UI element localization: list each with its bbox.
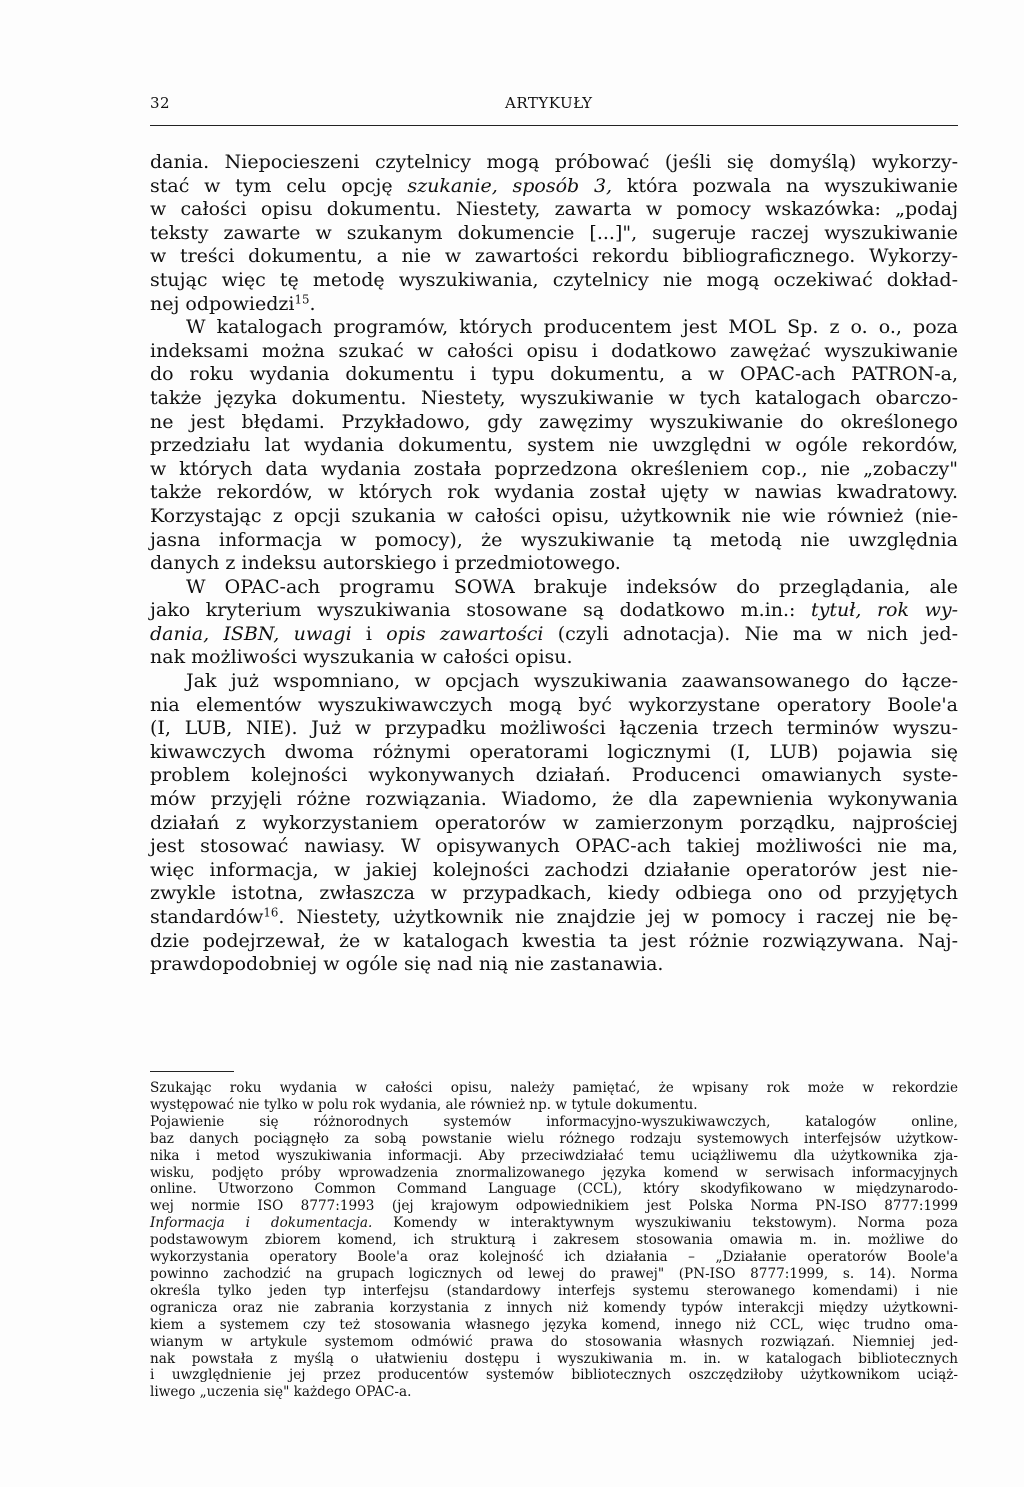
text-segment: do roku wydania dokumentu i typu dokumentu, a w OPAC-ach PATRON-a, <box>150 363 958 386</box>
text-line <box>150 175 958 199</box>
text-line <box>150 646 958 670</box>
text-segment: teksty zawarte w szukanym dokumencie [...]", sugeruje raczej wyszukiwanie <box>150 221 958 244</box>
text-segment: stując więc tę metodę wyszukiwania, czytelnicy nie mogą oczekiwać dokład- <box>150 268 958 291</box>
text-segment: przedziału lat wydania dokumentu, system nie uwzględni w ogóle rekordów, <box>150 434 958 457</box>
text-segment: wej normie ISO 8777:1993 (jej krajowym odpowiednikiem jest Polska Norma PN-ISO 8777:1999 <box>150 1198 958 1215</box>
footnote <box>150 1080 958 1114</box>
header-rule <box>150 125 958 126</box>
text-segment: problem kolejności wykonywanych działań. Producenci omawianych syste- <box>150 764 958 787</box>
body-paragraph <box>150 670 958 977</box>
text-segment: działań z wykorzystaniem operatorów w zamierzonym porządku, najprościej <box>150 811 958 834</box>
text-segment: dzie podejrzewał, że w katalogach kwestia ta jest różnie rozwiązywana. Naj- <box>150 929 958 952</box>
text-segment: (I, LUB, NIE). Już w przypadku możliwości łączenia trzech terminów wyszu- <box>150 717 958 740</box>
text-segment: nak możliwości wyszukania w całości opisu. <box>150 646 573 669</box>
text-line <box>150 529 958 553</box>
body-paragraph <box>150 316 958 576</box>
text-segment: Jak już wspomniano, w opcjach wyszukiwania zaawansowanego do łącze- <box>186 670 958 693</box>
text-line <box>150 481 958 505</box>
body-paragraph <box>150 576 958 670</box>
text-segment: która pozwala na wyszukiwanie <box>612 174 958 197</box>
footnote <box>150 1114 958 1401</box>
text-segment: szukanie, sposób 3, <box>407 174 613 197</box>
text-segment: i uwzględnienie jej przez producentów systemów bibliotecznych oszczędziłoby użytkownikom uciąż- <box>150 1367 958 1384</box>
text-line <box>150 1334 958 1351</box>
text-line <box>150 930 958 954</box>
text-segment: indeksami można szukać w całości opisu i dodatkowo zawężać wyszukiwanie <box>150 339 958 362</box>
text-line <box>150 1300 958 1317</box>
text-segment: opis zawartości <box>386 622 544 645</box>
text-segment: powinno zachodzić na grupach logicznych od lewej do prawej" (PN-ISO 8777:1999, s. 14). Norma <box>150 1265 958 1282</box>
text-line <box>150 717 958 741</box>
text-line <box>150 1080 958 1097</box>
text-segment: online. Utworzono Common Command Language (CCL), który skodyfikowano w międzynarodo- <box>150 1181 958 1198</box>
text-segment: stać w tym celu opcję <box>150 174 408 197</box>
text-segment: występować nie tylko w polu rok wydania, ale również np. w tytule dokumentu. <box>150 1096 698 1113</box>
text-segment: jasna informacja w pomocy), że wyszukiwanie tą metodą nie uwzględnia <box>150 528 958 551</box>
text-segment: Informacja i dokumentacja. <box>150 1215 373 1232</box>
text-segment: danych z indeksu autorskiego i przedmiotowego. <box>150 552 621 575</box>
text-line <box>150 245 958 269</box>
text-segment: standardów <box>150 906 264 928</box>
text-line <box>150 906 958 930</box>
text-line <box>150 1181 958 1198</box>
text-segment: jako kryterium wyszukiwania stosowane są dodatkowo m.in.: <box>150 599 811 622</box>
text-line <box>150 1097 958 1114</box>
article-body <box>150 151 958 977</box>
footnote-separator <box>150 1071 234 1072</box>
text-line <box>150 788 958 812</box>
text-segment: także języka dokumentu. Niestety, wyszukiwanie w tych katalogach obarczo- <box>150 386 958 409</box>
text-line <box>150 269 958 293</box>
text-line <box>150 1249 958 1266</box>
text-line <box>150 741 958 765</box>
section-title: ARTYKUŁY <box>505 94 593 112</box>
footnote-ref: 16 <box>263 905 279 920</box>
text-segment: nika i metod wyszukiwania informacji. Aby przeciwdziałać temu uciążliwemu dla użytkownika zja- <box>150 1147 958 1164</box>
text-line <box>150 340 958 364</box>
text-segment: Komendy w interaktywnym wyszukiwaniu tekstowym). Norma poza <box>372 1215 959 1232</box>
text-line <box>150 1165 958 1182</box>
text-segment: . <box>309 292 316 315</box>
text-line <box>150 1148 958 1165</box>
text-line <box>150 1367 958 1384</box>
text-line <box>150 505 958 529</box>
text-line <box>150 198 958 222</box>
text-segment: i <box>351 622 387 645</box>
text-line <box>150 1384 958 1401</box>
text-segment: kiem a systemem czy też stosowania własnego języka komend, innego niż CCL, więc trudno oma- <box>150 1316 958 1333</box>
text-segment: więc informacja, w jakiej kolejności zachodzi działanie operatorów jest nie- <box>150 858 958 881</box>
text-segment: nej odpowiedzi <box>150 292 295 315</box>
text-segment: W OPAC-ach programu SOWA brakuje indeksów do przeglądania, ale <box>186 575 958 598</box>
text-segment: w całości opisu dokumentu. Niestety, zawarta w pomocy wskazówka: „podaj <box>150 198 958 221</box>
text-segment: kiwawczych dwoma różnymi operatorami logicznymi (I, LUB) pojawia się <box>150 740 958 763</box>
text-segment: nak powstała z myślą o ułatwieniu dostępu i wyszukiwania m. in. w katalogach bibliotecznych <box>150 1350 958 1367</box>
text-segment: jest stosować nawiasy. W opisywanych OPAC-ach takiej możliwości nie ma, <box>150 835 958 858</box>
text-line <box>150 552 958 576</box>
text-line <box>150 316 958 340</box>
text-line <box>150 953 958 977</box>
text-segment: określa tylko jeden typ interfejsu (standardowy interfejs systemu sterowanego komendami) i nie <box>150 1282 958 1299</box>
text-segment: Pojawienie się różnorodnych systemów informacyjno-wyszukiwawczych, katalogów online, <box>150 1113 958 1130</box>
text-segment: dania, ISBN, uwagi <box>150 622 352 645</box>
text-segment: (czyli adnotacja). Nie ma w nich jed- <box>543 622 958 645</box>
text-line <box>150 1283 958 1300</box>
text-line <box>150 1266 958 1283</box>
text-segment: dania. Niepocieszeni czytelnicy mogą próbować (jeśli się domyślą) wykorzy- <box>150 151 958 173</box>
body-paragraph <box>150 151 958 316</box>
footnote-ref: 15 <box>294 292 310 307</box>
text-segment: mów przyjęli różne rozwiązania. Wiadomo, że dla zapewnienia wykonywania <box>150 788 958 811</box>
text-segment: liwego „uczenia się" każdego OPAC-a. <box>150 1384 412 1401</box>
text-segment: w których data wydania została poprzedzona określeniem cop., nie „zobaczy" <box>150 457 958 480</box>
text-segment: podstawowym zbiorem komend, ich strukturą i zakresem stosowania omawia m. in. możliwe do <box>150 1232 958 1249</box>
text-segment: Korzystając z opcji szukania w całości opisu, użytkownik nie wie również (nie- <box>150 504 958 527</box>
text-line <box>150 363 958 387</box>
text-line <box>150 1232 958 1249</box>
page-number: 32 <box>150 94 171 112</box>
text-line <box>150 151 958 175</box>
text-line <box>150 1317 958 1334</box>
text-line <box>150 1198 958 1215</box>
text-line <box>150 576 958 600</box>
text-line <box>150 599 958 623</box>
text-segment: tytuł, rok wy- <box>810 599 958 622</box>
text-segment: także rekordów, w których rok wydania został ujęty w nawias kwadratowy. <box>150 481 958 504</box>
text-line <box>150 623 958 647</box>
text-segment: prawdopodobniej w ogóle się nad nią nie zastanawia. <box>150 953 664 976</box>
text-line <box>150 458 958 482</box>
text-line <box>150 1114 958 1131</box>
text-segment: wisku, podjęto próby wprowadzenia znormalizowanego języka komend w serwisach informacyjnych <box>150 1164 958 1181</box>
text-line <box>150 1131 958 1148</box>
text-line <box>150 835 958 859</box>
text-segment: baz danych pociągnęło za sobą powstanie wielu różnego rodzaju systemowych interfejsów użytkow- <box>150 1130 958 1147</box>
text-line <box>150 293 958 317</box>
text-segment: w treści dokumentu, a nie w zawartości rekordu bibliograficznego. Wykorzy- <box>150 245 958 268</box>
text-segment: nia elementów wyszukiwawczych mogą być wykorzystane operatory Boole'a <box>150 693 958 716</box>
text-line <box>150 1215 958 1232</box>
text-line <box>150 764 958 788</box>
text-segment: ne jest błędami. Przykładowo, gdy zawęzimy wyszukiwanie do określonego <box>150 410 958 433</box>
text-segment: ogranicza oraz nie zabrania korzystania z innych niż komendy typów interakcji między użytkowni- <box>150 1299 958 1316</box>
text-line <box>150 411 958 435</box>
text-line <box>150 812 958 836</box>
text-line <box>150 670 958 694</box>
footnotes <box>150 1080 958 1401</box>
text-segment: W katalogach programów, których producentem jest MOL Sp. z o. o., poza <box>186 316 958 339</box>
running-header <box>150 94 958 116</box>
text-line <box>150 387 958 411</box>
text-segment: Szukając roku wydania w całości opisu, należy pamiętać, że wpisany rok może w rekordzie <box>150 1080 958 1096</box>
text-line <box>150 882 958 906</box>
text-line <box>150 859 958 883</box>
text-line <box>150 694 958 718</box>
text-line <box>150 434 958 458</box>
text-segment: wianym w artykule systemom odmówić prawa do stosowania własnych rozwiązań. Niemniej jed- <box>150 1333 958 1350</box>
text-line <box>150 1351 958 1368</box>
text-segment: zwykle istotna, zwłaszcza w przypadkach, kiedy odbiega ono od przyjętych <box>150 882 958 905</box>
text-segment: . Niestety, użytkownik nie znajdzie jej w pomocy i raczej nie bę- <box>278 906 958 928</box>
text-segment: wykorzystania operatory Boole'a oraz kolejność ich działania – „Działanie operatorów Boole'a <box>150 1249 958 1266</box>
text-line <box>150 222 958 246</box>
